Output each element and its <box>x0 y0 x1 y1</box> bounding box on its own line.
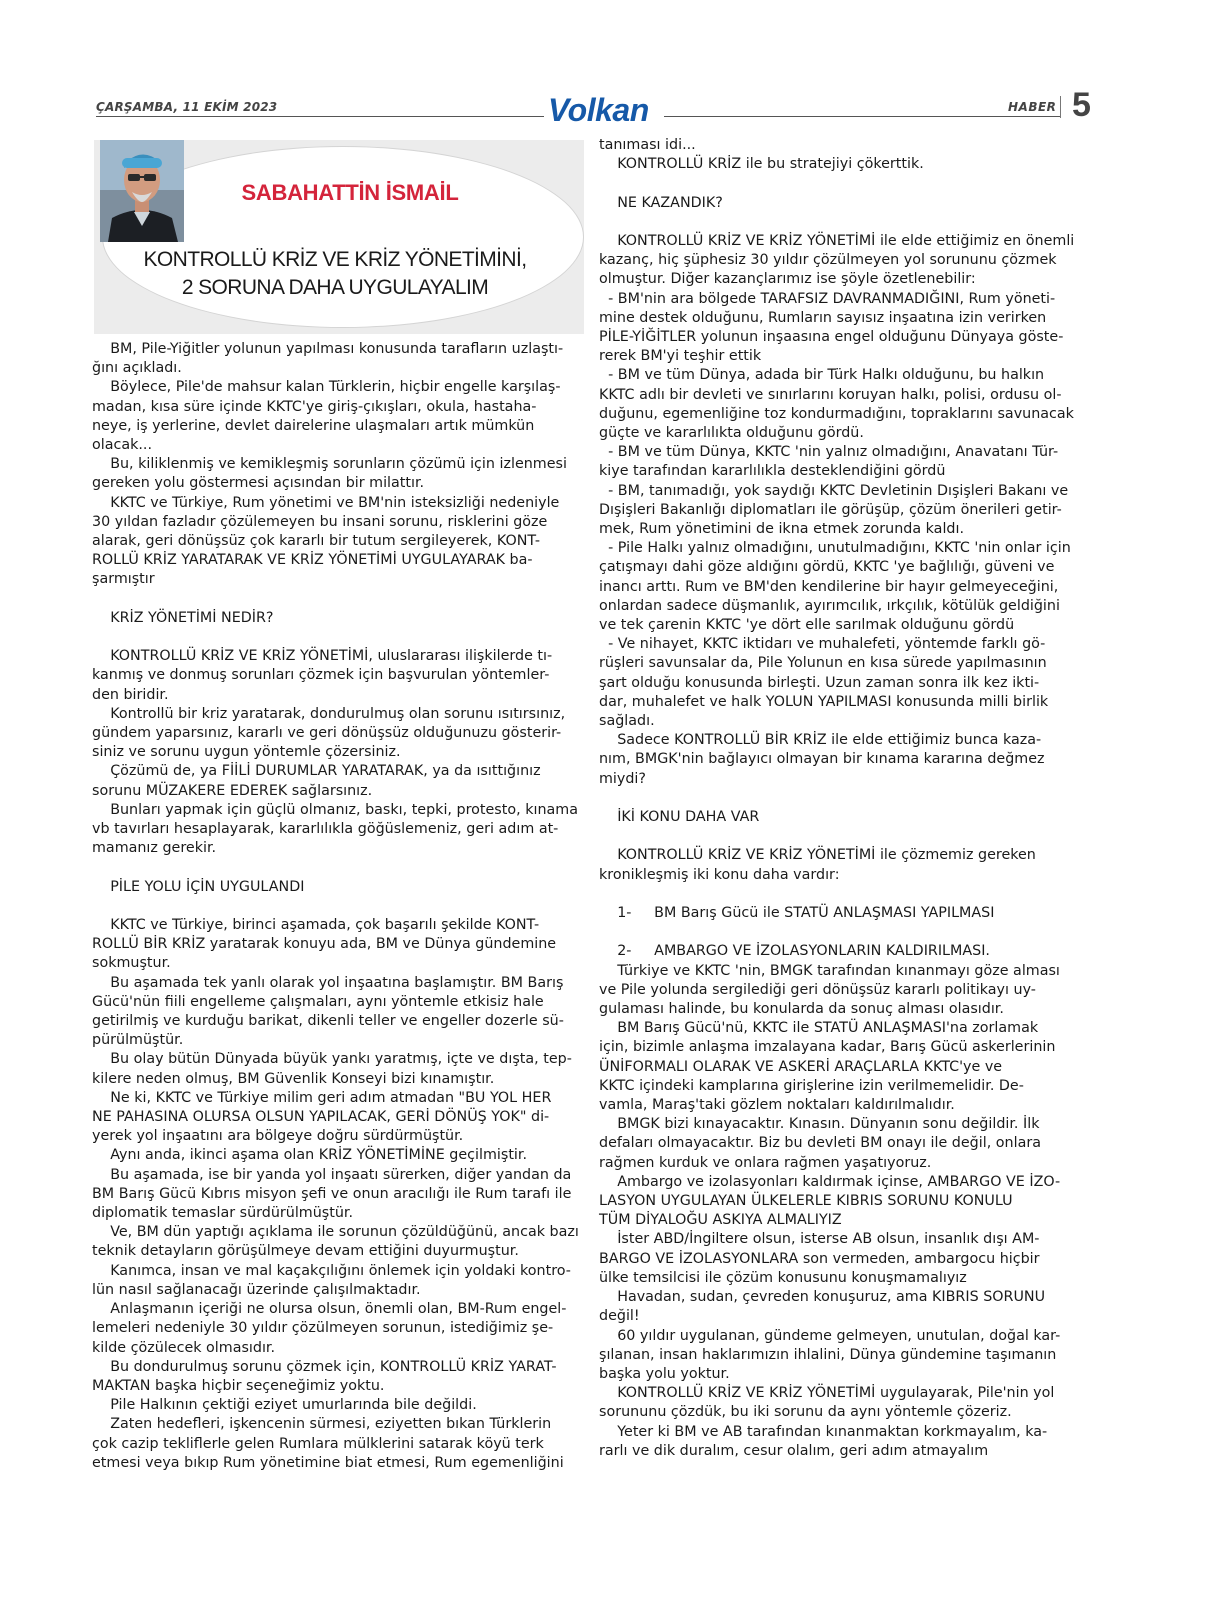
article-line: MAKTAN başka hiçbir seçeneğimiz yoktu. <box>92 1377 385 1394</box>
article-line <box>599 213 1091 232</box>
article-line: Bu aşamada tek yanlı olarak yol inşaatına başlamıştır. BM Barış <box>92 974 564 991</box>
article-line: kilde çözülecek olmasıdır. <box>92 1339 276 1356</box>
article-line: getirilmiş ve kurduğu barikat, dikenli teller ve engeller dozerle sü- <box>92 1013 564 1030</box>
article-line: onlardan sadece düşmanlık, ayırımcılık, ırkçılık, kötülük geldiğini <box>599 597 1060 614</box>
article-line: lün nasıl sağlanacağı üzerinde çalışılmaktadır. <box>92 1281 421 1298</box>
article-line: defaları olmayacaktır. Biz bu devleti BM onayı ile değil, onlara <box>599 1135 1041 1152</box>
article-line: Türkiye ve KKTC 'nin, BMGK tarafından kınanmayı göze alması <box>599 962 1060 979</box>
article-line: Anlaşmanın içeriği ne olursa olsun, önemli olan, BM-Rum engel- <box>92 1301 567 1318</box>
article-line: den biridir. <box>92 686 169 703</box>
article-line: olacak... <box>92 437 153 454</box>
article-line: Bunları yapmak için güçlü olmanız, baskı, tepki, protesto, kınama <box>92 801 578 818</box>
article-line <box>599 885 1091 904</box>
article-line: sorunu MÜZAKERE EDEREK sağlarsınız. <box>92 782 373 799</box>
article-line: neye, iş yerlerine, devlet dairelerine ulaşmaları artık mümkün <box>92 417 535 434</box>
article-line: İster ABD/İngiltere olsun, isterse AB olsun, insanlık dışı AM- <box>599 1231 1040 1248</box>
article-line: Zaten hedefleri, işkencenin sürmesi, eziyetten bıkan Türklerin <box>92 1416 552 1433</box>
article-line: Bu, kiliklenmiş ve kemikleşmiş sorunların çözümü için izlenmesi <box>92 456 567 473</box>
article-line: İKİ KONU DAHA VAR <box>599 809 760 826</box>
article-line: TÜM DİYALOĞU ASKIYA ALMALIYIZ <box>599 1212 842 1229</box>
article-line: alarak, geri dönüşsüz çok kararlı bir tutum sergileyerek, KONT- <box>92 533 541 550</box>
author-photo-illustration <box>100 140 184 242</box>
article-line: vamla, Maraş'taki gözlem noktaları kaldırılmalıdır. <box>599 1097 955 1114</box>
article-line: ülke temsilcisi ile çözüm konusunu konuşmamalıyız <box>599 1269 967 1286</box>
article-line: sokmuştur. <box>92 955 171 972</box>
article-line: Yeter ki BM ve AB tarafından kınanmaktan korkmayalım, ka- <box>599 1423 1048 1440</box>
article-line: Kanımca, insan ve mal kaçakçılığını önlemek için yoldaki kontro- <box>92 1262 571 1279</box>
article-line: Ambargo ve izolasyonları kaldırmak içinse, AMBARGO VE İZO- <box>599 1173 1061 1190</box>
article-line: 1- BM Barış Gücü ile STATÜ ANLAŞMASI YAPILMASI <box>599 905 995 922</box>
article-line: BM, Pile-Yiğitler yolunun yapılması konusunda tarafların uzlaştı- <box>92 341 564 357</box>
article-line: 60 yıldır uygulanan, gündeme gelmeyen, unutulan, doğal kar- <box>599 1327 1061 1344</box>
article-line: için, bizimle anlaşma imzalayana kadar, Barış Gücü askerlerinin <box>599 1039 1056 1056</box>
article-line: kiye tarafından kararlılıkla desteklendiğini gördü <box>599 463 946 480</box>
article-line: ROLLÜ BİR KRİZ yaratarak konuyu ada, BM ve Dünya gündemine <box>92 936 557 953</box>
article-line: KRİZ YÖNETİMİ NEDİR? <box>92 609 274 626</box>
article-line: mine destek olduğunu, Rumların sayısız inşaatına izin verirken <box>599 309 1047 326</box>
article-line: Çözümü de, ya FİİLİ DURUMLAR YARATARAK, ya da ısıttığınız <box>92 763 541 780</box>
article-line: şarmıştır <box>92 571 155 588</box>
article-line: KONTROLLÜ KRİZ VE KRİZ YÖNETİMİ uygulayarak, Pile'nin yol <box>599 1385 1055 1402</box>
article-line: mek, Rum yönetimini de ikna etmek zorunda kaldı. <box>599 521 965 538</box>
article-line <box>92 628 582 647</box>
article-line: gulaması halinde, bu konularda da sonuç alması olasıdır. <box>599 1001 1004 1018</box>
article-line <box>599 789 1091 808</box>
article-line: Sadece KONTROLLÜ BİR KRİZ ile elde ettiğimiz bunca kaza- <box>599 732 1042 749</box>
article-line: 30 yıldan fazladır çözülemeyen bu insani sorunu, risklerini göze <box>92 513 548 530</box>
article-line: başka yolu yoktur. <box>599 1365 730 1382</box>
article-line: Ve, BM dün yaptığı açıklama ile sorunun çözüldüğünü, ancak bazı <box>92 1224 579 1241</box>
issue-date: ÇARŞAMBA, 11 EKİM 2023 <box>96 100 278 114</box>
article-line: güçte ve kararlılıkta olduğunu gördü. <box>599 425 864 442</box>
header-rule-left <box>96 116 544 117</box>
article-line: Havadan, sudan, çevreden konuşuruz, ama KIBRIS SORUNU <box>599 1289 1046 1306</box>
article-line: - BM ve tüm Dünya, adada bir Türk Halkı olduğunu, bu halkın <box>599 367 1045 384</box>
section-label: HABER <box>1008 100 1057 114</box>
article-line: Kontrollü bir kriz yaratarak, dondurulmuş olan sorunu ısıtırsınız, <box>92 705 566 722</box>
article-line: mamanız gerekir. <box>92 840 217 857</box>
article-line <box>599 827 1091 846</box>
article-line: ÜNİFORMALI OLARAK VE ASKERİ ARAÇLARLA KKTC'ye ve <box>599 1058 1003 1075</box>
article-line <box>599 174 1091 193</box>
article-line: - BM'nin ara bölgede TARAFSIZ DAVRANMADIĞINI, Rum yöneti- <box>599 290 1056 307</box>
headline-line-2: 2 SORUNA DAHA UYGULAYALIM <box>181 276 489 299</box>
article-line: KKTC adlı bir devleti ve sınırlarını koruyan halkı, polisi, ordusu ol- <box>599 386 1062 403</box>
article-line: NE KAZANDIK? <box>599 194 723 211</box>
article-line: KONTROLLÜ KRİZ ile bu stratejiyi çökerttik. <box>599 156 924 173</box>
article-line: Pile Halkının çektiği eziyet umurlarında bile değildi. <box>92 1397 477 1414</box>
article-line: KONTROLLÜ KRİZ VE KRİZ YÖNETİMİ ile çözmemiz gereken <box>599 847 1036 864</box>
article-line: Bu dondurulmuş sorunu çözmek için, KONTROLLÜ KRİZ YARAT- <box>92 1358 557 1375</box>
article-line: BARGO VE İZOLASYONLARA son vermeden, ambargocu hiçbir <box>599 1250 1040 1267</box>
article-line: LASYON UYGULAYAN ÜLKELERLE KIBRIS SORUNU KONULU <box>599 1193 1013 1210</box>
article-line: ve Pile yolunda sergilediği geri dönüşsüz kararlı politikayı uy- <box>599 981 1036 998</box>
article-line: KKTC ve Türkiye, birinci aşamada, çok başarılı şekilde KONT- <box>92 917 540 934</box>
article-line: çatışmayı dahi göze aldığını gördü, KKTC 'ye bağlılığı, güveni ve <box>599 559 1055 576</box>
article-line: Bu olay bütün Dünyada büyük yankı yaratmış, içte ve dışta, tep- <box>92 1051 572 1068</box>
header-rule-right <box>664 116 1060 117</box>
newspaper-logo: Volkan <box>548 92 649 128</box>
article-line: kazanç, hiç şüphesiz 30 yıldır çözülmeyen yol sorununu çözmek <box>599 252 1057 269</box>
article-line: madan, kısa süre içinde KKTC'ye giriş-çıkışları, okula, hastaha- <box>92 398 537 415</box>
article-line: KKTC içindeki kamplarına girişlerine izin verilmemelidir. De- <box>599 1077 1024 1094</box>
article-line: kilere neden olmuş, BM Güvenlik Konseyi bizi kınamıştır. <box>92 1070 495 1087</box>
column-headline <box>130 246 540 302</box>
article-line: - BM ve tüm Dünya, KKTC 'nin yalnız olmadığını, Anavatanı Tür- <box>599 444 1059 461</box>
article-line: Bu aşamada, ise bir yanda yol inşaatı sürerken, diğer yandan da <box>92 1166 572 1183</box>
article-line: kanmış ve donmuş sorunları çözmek için başvurulan yöntemler- <box>92 667 550 684</box>
article-line: Gücü'nün fiili engelleme çalışmaları, aynı yöntemle etkisiz hale <box>92 993 544 1010</box>
article-line <box>599 923 1091 942</box>
article-line: lemeleri nedeniyle 30 yıldır çözülmeyen sorunun, istediğimiz şe- <box>92 1320 554 1337</box>
article-line: - Pile Halkı yalnız olmadığını, unutulmadığını, KKTC 'nin onlar için <box>599 540 1071 557</box>
article-line: sorununu çözdük, bu iki sorunu da aynı yöntemle çözeriz. <box>599 1404 1012 1421</box>
article-line: dar, muhalefet ve halk YOLUN YAPILMASI konusunda milli birlik <box>599 693 1049 710</box>
article-line: inancı arttı. Rum ve BM'den kendilerine bir hayır gelmeyeceğini, <box>599 578 1059 595</box>
article-column-left <box>92 340 582 1473</box>
article-line: ğını açıkladı. <box>92 360 182 377</box>
article-line: nım, BMGK'nin bağlayıcı olmayan bir kınama kararına değmez <box>599 751 1045 768</box>
article-line: gündem yaparsınız, kararlı ve geri dönüşsüz olduğunuzu gösterir- <box>92 725 562 742</box>
article-line: BM Barış Gücü'nü, KKTC ile STATÜ ANLAŞMASI'na zorlamak <box>599 1020 1039 1037</box>
article-line: PİLE-YİĞİTLER yolunun inşaasına engel olduğunu Dünyaya göste- <box>599 329 1064 345</box>
headline-line-1: KONTROLLÜ KRİZ VE KRİZ YÖNETİMİNİ, <box>143 248 527 271</box>
article-line: kronikleşmiş iki konu daha vardır: <box>599 866 840 883</box>
article-line: rerek BM'yi teşhir ettik <box>599 348 762 365</box>
article-line: miydi? <box>599 770 646 787</box>
article-line: ROLLÜ KRİZ YARATARAK VE KRİZ YÖNETİMİ UYGULAYARAK ba- <box>92 552 533 569</box>
article-line: PİLE YOLU İÇİN UYGULANDI <box>92 878 305 895</box>
article-line <box>92 590 582 609</box>
article-line: Böylece, Pile'de mahsur kalan Türklerin, hiçbir engelle karşılaş- <box>92 379 561 396</box>
article-line: KKTC ve Türkiye, Rum yönetimi ve BM'nin isteksizliği nedeniyle <box>92 494 560 511</box>
article-line: - Ve nihayet, KKTC iktidarı ve muhalefeti, yöntemde farklı gö- <box>599 636 1046 653</box>
page-number: 5 <box>1072 86 1091 124</box>
article-line: tanıması idi... <box>599 137 696 153</box>
article-line: teknik detayların görüşülmeye devam ettiğini duyurmuştur. <box>92 1243 519 1260</box>
article-line: Aynı anda, ikinci aşama olan KRİZ YÖNETİMİNE geçilmiştir. <box>92 1147 528 1164</box>
article-column-right <box>599 136 1091 1461</box>
article-line: vb tavırları hesaplayarak, kararlılıkla göğüslemeniz, geri adım at- <box>92 821 559 838</box>
article-line: - BM, tanımadığı, yok saydığı KKTC Devletinin Dışişleri Bakanı ve <box>599 482 1069 499</box>
article-line: NE PAHASINA OLURSA OLSUN YAPILACAK, GERİ DÖNÜŞ YOK" di- <box>92 1109 550 1126</box>
article-line <box>92 897 582 916</box>
article-line: şılanan, insan haklarımızın ihlalini, Dünya gündemine taşımanın <box>599 1346 1057 1363</box>
header-divider <box>1060 96 1061 118</box>
article-line: ve tek çarenin KKTC 'ye dört elle sarılmak olduğunu gördü <box>599 617 1015 634</box>
article-line: 2- AMBARGO VE İZOLASYONLARIN KALDIRILMASI. <box>599 943 990 960</box>
article-line: KONTROLLÜ KRİZ VE KRİZ YÖNETİMİ, uluslararası ilişkilerde tı- <box>92 648 553 665</box>
article-line: yerek yol inşaatını ara bölgeye doğru sürdürmüştür. <box>92 1128 464 1145</box>
article-line: değil! <box>599 1308 640 1325</box>
article-line: sağladı. <box>599 713 655 730</box>
article-line: KONTROLLÜ KRİZ VE KRİZ YÖNETİMİ ile elde ettiğimiz en önemli <box>599 232 1075 249</box>
article-line: duğunu, egemenliğine toz kondurmadığını, topraklarını savunacak <box>599 405 1074 422</box>
article-line: etmesi veya bıkıp Rum yönetimine biat etmesi, Rum egemenliğini <box>92 1454 564 1471</box>
article-line: Ne ki, KKTC ve Türkiye milim geri adım atmadan "BU YOL HER <box>92 1089 552 1106</box>
article-line: rüşleri savunsalar da, Pile Yolunun en kısa sürede yapılmasının <box>599 655 1047 672</box>
article-line <box>92 858 582 877</box>
article-line: siniz ve sorunu uygun yöntemle çözersiniz. <box>92 744 401 761</box>
article-line: gereken yolu göstermesi açısından bir milattır. <box>92 475 425 492</box>
author-name: SABAHATTİN İSMAİL <box>241 180 459 205</box>
article-line: BMGK bizi kınayacaktır. Kınasın. Dünyanın sonu değildir. İlk <box>599 1116 1040 1133</box>
author-photo <box>100 140 184 242</box>
article-line: şart olduğu konusunda birleşti. Uzun zaman sonra ilk kez ikti- <box>599 674 1040 691</box>
article-line: Dışişleri Bakanlığı diplomatları ile görüşüp, çözüm önerileri getir- <box>599 501 1062 518</box>
article-line: olmuştur. Diğer kazançlarımız ise şöyle özetlenebilir: <box>599 271 976 288</box>
article-line: diplomatik temaslar sürdürülmüştür. <box>92 1205 354 1222</box>
article-line: çok cazip tekliflerle gelen Rumlara mülklerini satarak köyü terk <box>92 1435 544 1452</box>
article-line: rağmen kurduk ve onlara rağmen yaşatıyoruz. <box>599 1154 932 1171</box>
article-line: pürülmüştür. <box>92 1032 184 1049</box>
article-line: rarlı ve dik duralım, cesur olalım, geri adım atmayalım <box>599 1442 989 1459</box>
article-line: BM Barış Gücü Kıbrıs misyon şefi ve onun aracılığı ile Rum tarafı ile <box>92 1185 572 1202</box>
